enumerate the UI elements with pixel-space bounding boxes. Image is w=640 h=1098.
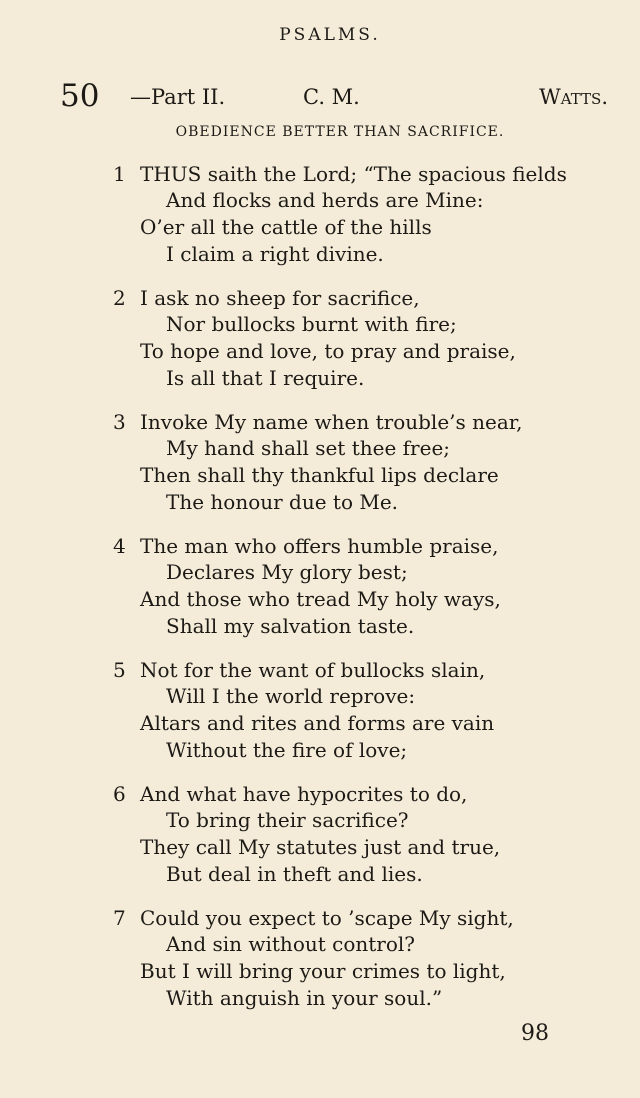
verse-number: 2 — [113, 286, 126, 310]
verse-number: 1 — [113, 162, 126, 186]
verse-line: Declares My glory best; — [166, 560, 408, 584]
page-number: 98 — [521, 1021, 549, 1046]
verses — [0, 160, 640, 1028]
verse-line: The honour due to Me. — [166, 490, 399, 514]
verse-line: Invoke My name when trouble’s near, — [140, 410, 523, 434]
verse-line: And what have hypocrites to do, — [140, 782, 468, 806]
verse-line: But deal in theft and lies. — [166, 862, 423, 886]
verse-line: Altars and rites and forms are vain — [140, 711, 495, 735]
verse-number: 7 — [113, 906, 126, 930]
verse-line: Shall my salvation taste. — [166, 614, 415, 638]
hymn-part: —Part II. — [130, 85, 226, 109]
verse-line: Then shall thy thankful lips declare — [140, 463, 499, 487]
verse-line: Will I the world reprove: — [166, 684, 416, 708]
verse-line: With anguish in your soul.” — [166, 986, 443, 1010]
verse-number: 3 — [113, 410, 126, 434]
verse-line: Is all that I require. — [166, 366, 365, 390]
verse — [0, 532, 640, 656]
verse-line: THUS saith the Lord; “The spacious fields — [140, 162, 567, 186]
verse — [0, 780, 640, 904]
verse-line: The man who offers humble praise, — [140, 534, 499, 558]
verse — [0, 284, 640, 408]
verse-line: But I will bring your crimes to light, — [140, 959, 506, 983]
verse — [0, 656, 640, 780]
verse-line: Not for the want of bullocks slain, — [140, 658, 486, 682]
verse-line: To hope and love, to pray and praise, — [140, 339, 516, 363]
verse-line: They call My statutes just and true, — [140, 835, 501, 859]
hymn-meter: C. M. — [303, 85, 360, 109]
verse-line: I claim a right divine. — [166, 242, 384, 266]
verse-line: To bring their sacrifice? — [166, 808, 409, 832]
verse — [0, 904, 640, 1028]
verse-line: My hand shall set thee free; — [166, 436, 451, 460]
verse-line: I ask no sheep for sacrifice, — [140, 286, 420, 310]
running-head: PSALMS. — [279, 25, 381, 45]
verse-line: O’er all the cattle of the hills — [140, 215, 432, 239]
verse-number: 5 — [113, 658, 126, 682]
hymn-number: 50 — [60, 78, 100, 114]
verse — [0, 160, 640, 284]
verse-line: And flocks and herds are Mine: — [166, 188, 484, 212]
verse-line: And those who tread My holy ways, — [140, 587, 501, 611]
verse-number: 4 — [113, 534, 126, 558]
hymn-author: Watts. — [539, 85, 608, 109]
verse-line: And sin without control? — [166, 932, 416, 956]
hymn-header — [60, 78, 608, 118]
hymn-subtitle: OBEDIENCE BETTER THAN SACRIFICE. — [175, 124, 505, 140]
verse-number: 6 — [113, 782, 126, 806]
verse-line: Nor bullocks burnt with fire; — [166, 312, 457, 336]
verse — [0, 408, 640, 532]
verse-line: Could you expect to ’scape My sight, — [140, 906, 514, 930]
verse-line: Without the fire of love; — [166, 738, 408, 762]
